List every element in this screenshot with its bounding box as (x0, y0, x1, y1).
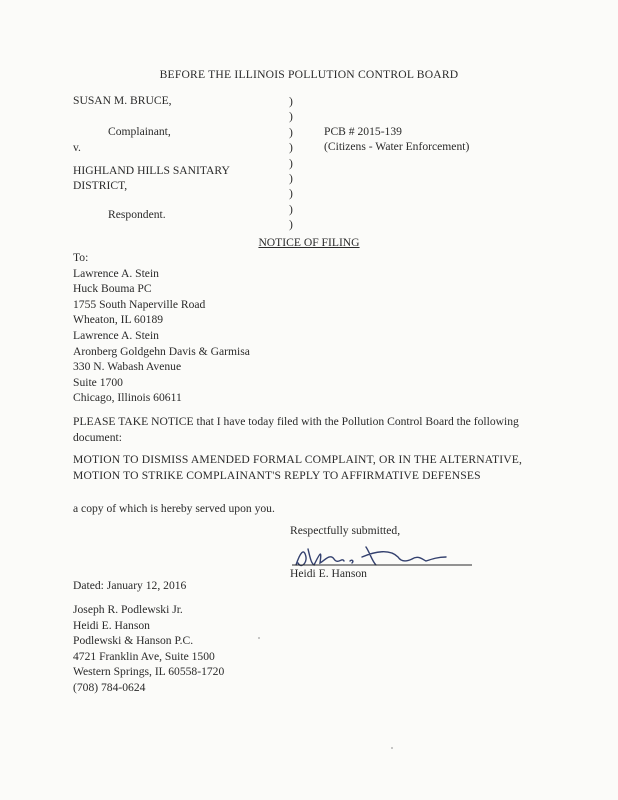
complainant-name: SUSAN M. BRUCE, (73, 94, 172, 107)
caption-paren: ) (289, 110, 293, 124)
counsel-line: Podlewski & Hanson P.C. (73, 634, 194, 648)
scan-speck (391, 747, 393, 749)
recipient-line: Lawrence A. Stein (73, 266, 159, 280)
recipient-line: Wheaton, IL 60189 (73, 313, 164, 327)
case-type: (Citizens - Water Enforcement) (324, 140, 470, 153)
recipient-line: Suite 1700 (73, 375, 123, 389)
caption-parentheses (289, 94, 293, 233)
closing-text: Respectfully submitted, (290, 524, 401, 537)
notice-text-line: document: (73, 431, 122, 444)
notice-title: NOTICE OF FILING (258, 236, 360, 249)
signer-name: Heidi E. Hanson (290, 567, 367, 580)
caption-paren: ) (289, 171, 293, 185)
caption-paren: ) (289, 156, 293, 170)
notice-text-line: PLEASE TAKE NOTICE that I have today filed with the Pollution Control Board the following (73, 415, 519, 428)
versus-label: v. (73, 141, 81, 154)
motion-title (73, 452, 522, 483)
respondent-role: Respondent. (108, 208, 166, 221)
caption-paren: ) (289, 218, 293, 232)
counsel-line: 4721 Franklin Ave, Suite 1500 (73, 649, 215, 663)
recipient-line: Lawrence A. Stein (73, 329, 159, 342)
complainant-role: Complainant, (108, 125, 171, 138)
respondent-name-line1: HIGHLAND HILLS SANITARY (73, 164, 230, 177)
caption-paren: ) (289, 202, 293, 216)
recipient-line: 1755 South Naperville Road (73, 297, 206, 311)
case-number: PCB # 2015-139 (324, 125, 402, 138)
counsel-line: Heidi E. Hanson (73, 618, 150, 632)
recipient-block-1 (73, 250, 205, 328)
respondent-name-line2: DISTRICT, (73, 179, 128, 192)
recipient-line: Chicago, Illinois 60611 (73, 391, 182, 405)
recipient-line: Aronberg Goldgehn Davis & Garmisa (73, 344, 250, 358)
counsel-line: Joseph R. Podlewski Jr. (73, 603, 183, 616)
motion-title-line: MOTION TO STRIKE COMPLAINANT'S REPLY TO AFFIRMATIVE DEFENSES (73, 468, 481, 482)
motion-title-line: MOTION TO DISMISS AMENDED FORMAL COMPLAINT, OR IN THE ALTERNATIVE, (73, 453, 523, 466)
to-label: To: (73, 251, 89, 264)
caption-paren: ) (289, 187, 293, 201)
recipient-block-2 (73, 328, 250, 406)
recipient-line: 330 N. Wabash Avenue (73, 360, 182, 374)
date-line: Dated: January 12, 2016 (73, 579, 187, 592)
recipient-line: Huck Bouma PC (73, 282, 152, 296)
caption-paren: ) (289, 141, 293, 155)
caption-paren: ) (289, 95, 293, 108)
counsel-line: Western Springs, IL 60558-1720 (73, 665, 225, 679)
counsel-block (73, 602, 224, 696)
scan-speck (258, 637, 260, 639)
notice-paragraph (73, 414, 553, 446)
served-text: a copy of which is hereby served upon you. (73, 502, 275, 515)
document-heading: BEFORE THE ILLINOIS POLLUTION CONTROL BOARD (159, 68, 459, 81)
caption-paren: ) (289, 125, 293, 139)
counsel-line: (708) 784-0624 (73, 680, 146, 694)
